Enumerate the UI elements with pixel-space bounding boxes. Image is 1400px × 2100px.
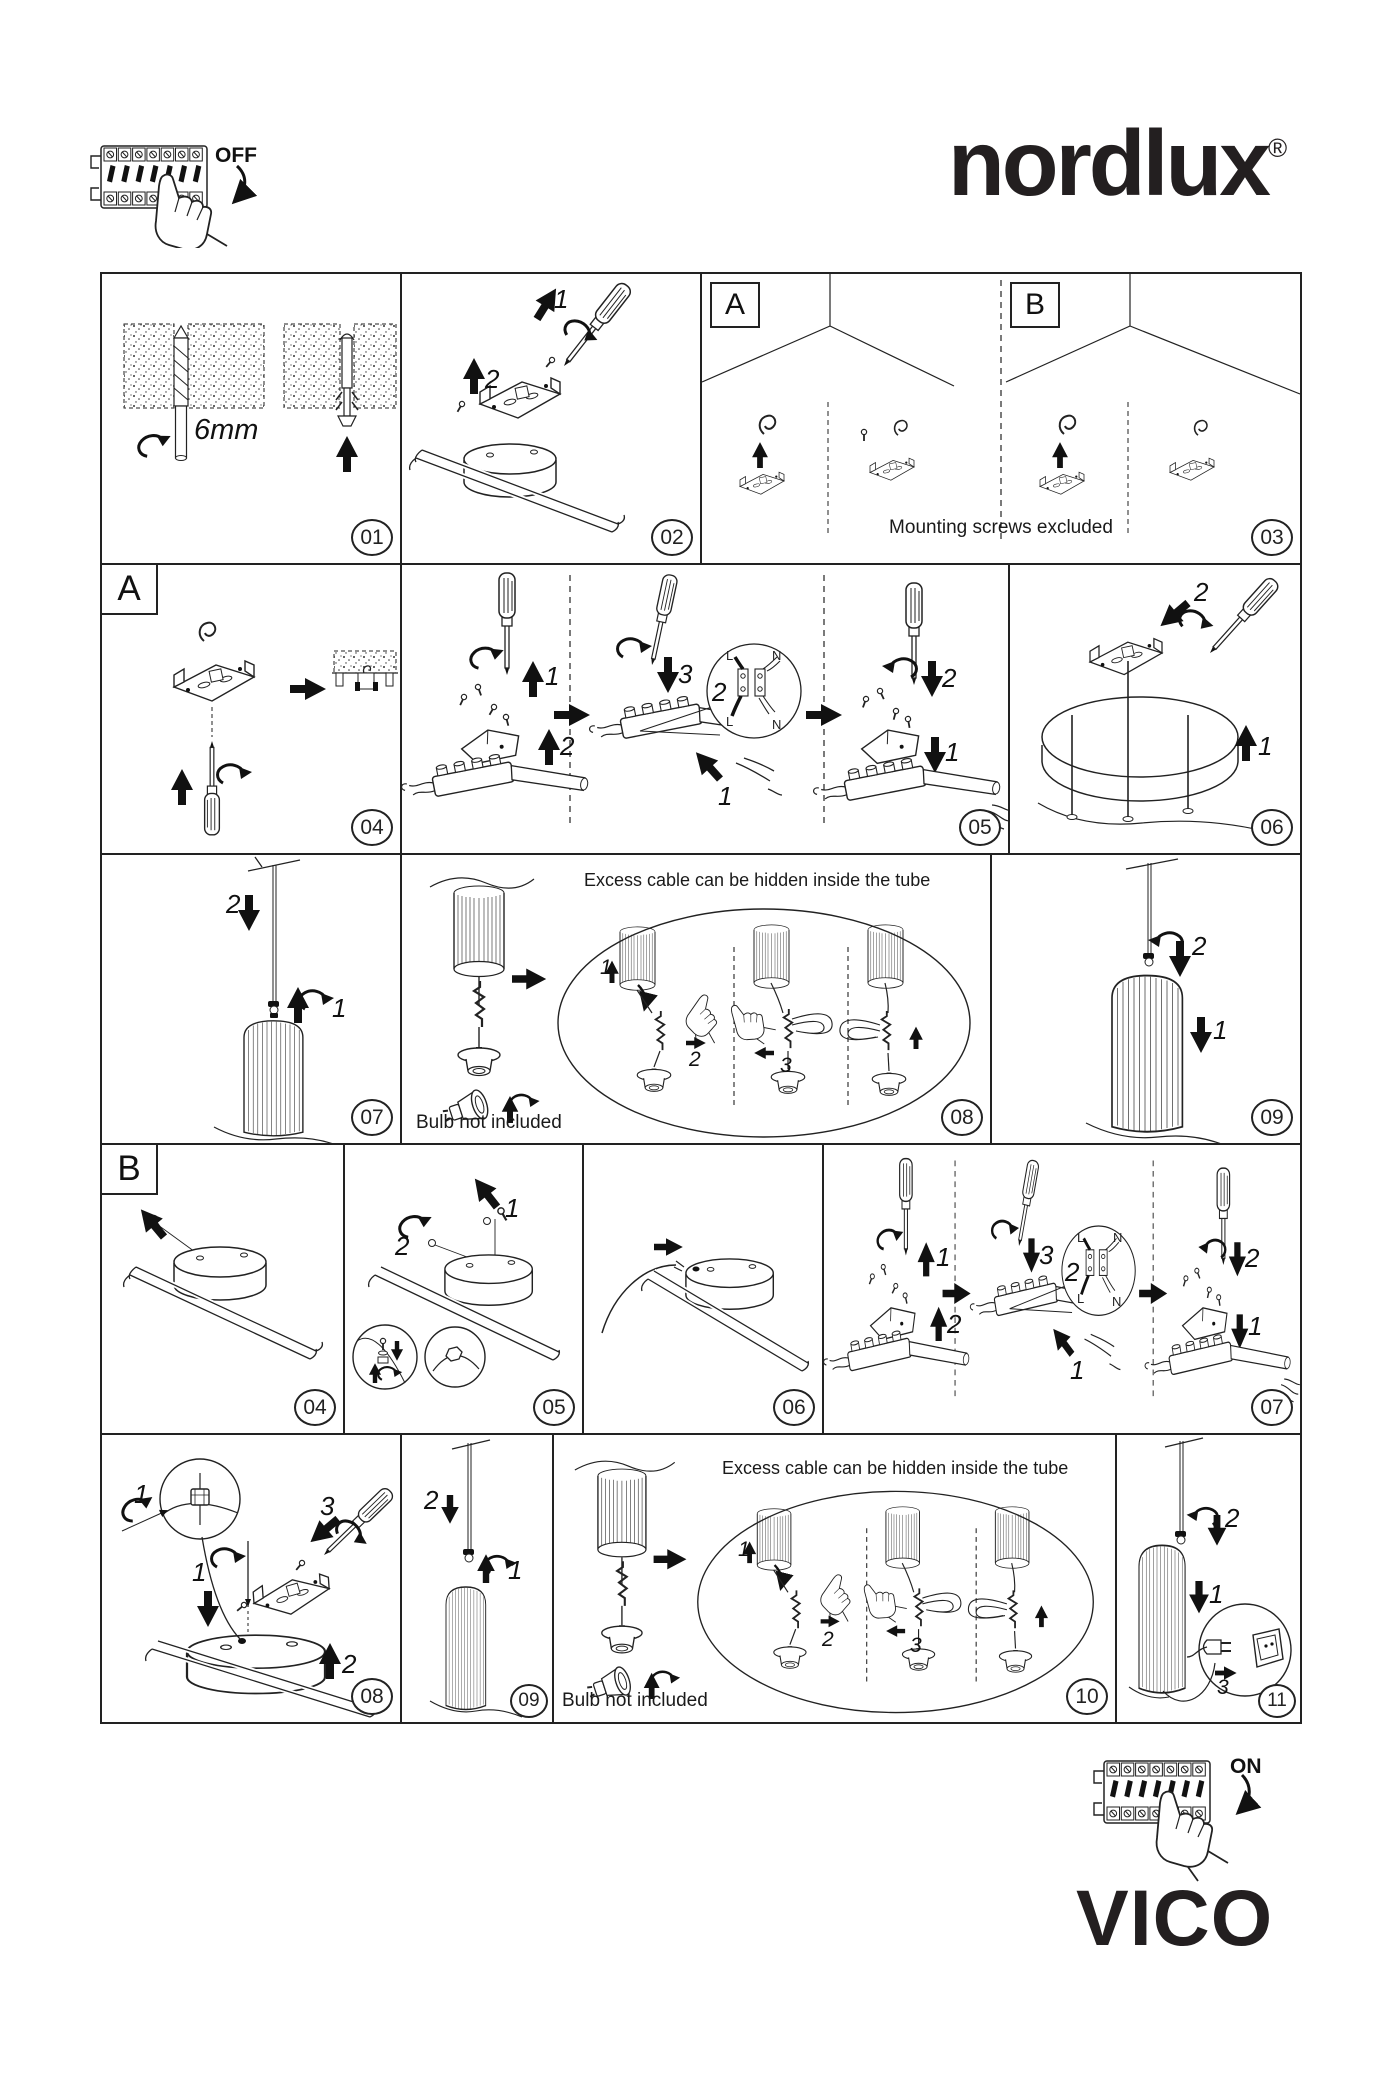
step-1: 1	[545, 661, 560, 691]
badge-07a: 07	[351, 1099, 393, 1136]
bulb-note: Bulb not included	[562, 1690, 708, 1711]
step-right-2: 2	[942, 663, 957, 693]
step-1: 1	[508, 1555, 523, 1585]
step-1: 1	[1213, 1015, 1228, 1045]
wiring-step: 2	[712, 677, 727, 707]
step-1: 1	[600, 956, 612, 979]
step-2: 2	[1194, 577, 1209, 607]
badge-06a: 06	[1251, 809, 1293, 846]
panel-11	[1115, 1433, 1302, 1724]
step-1: 1	[1209, 1579, 1224, 1609]
panel-08b	[100, 1433, 402, 1724]
cable-gland-icon	[191, 1489, 209, 1505]
step-2: 2	[947, 1309, 962, 1339]
badge-02: 02	[651, 519, 693, 556]
step-1: 1	[936, 1242, 951, 1272]
step-1: 1	[1258, 731, 1273, 761]
step-3: 3	[678, 659, 693, 689]
wire-n-bottom: N	[1112, 1294, 1122, 1309]
wire-n-top: N	[772, 648, 782, 663]
section-a-label: A	[100, 563, 158, 615]
panel-04a	[100, 563, 402, 855]
screwdriver-icon	[1204, 576, 1280, 658]
badge-11: 11	[1258, 1684, 1296, 1718]
step-2: 2	[560, 731, 575, 761]
wiring-sequence-figure	[824, 1159, 1300, 1402]
registered-mark: ®	[1268, 133, 1288, 163]
bracket-icon	[1090, 639, 1162, 675]
step-canopy: 2	[342, 1649, 357, 1679]
badge-04a: 04	[351, 809, 393, 846]
step-right-1: 1	[945, 737, 960, 767]
step-gland: 1	[134, 1479, 149, 1509]
step-1: 1	[738, 1538, 750, 1561]
shade-icon	[244, 1021, 303, 1136]
shade-icon	[1112, 976, 1182, 1132]
step-2: 2	[485, 364, 500, 394]
product-name: VICO	[1076, 1873, 1274, 1962]
badge-10: 10	[1066, 1678, 1108, 1715]
step-cable: 1	[1070, 1355, 1085, 1385]
section-b-label: B	[100, 1143, 158, 1195]
step-cable: 1	[718, 781, 733, 811]
brand-logo	[948, 110, 1287, 217]
excess-cable-figure	[430, 878, 970, 1137]
badge-08b: 08	[351, 1678, 393, 1715]
panel-08a	[400, 853, 992, 1145]
off-label: OFF	[215, 144, 257, 167]
badge-09b: 09	[510, 1684, 548, 1718]
wire-l-bottom: L	[1077, 1291, 1085, 1306]
option-a-label: A	[710, 282, 760, 328]
panel-07a	[100, 853, 402, 1145]
step-3: 3	[1217, 1676, 1229, 1699]
badge-03: 03	[1251, 519, 1293, 556]
badge-06b: 06	[773, 1389, 815, 1426]
badge-05b: 05	[533, 1389, 575, 1426]
wire-n-bottom: N	[772, 717, 782, 732]
badge-05a: 05	[959, 809, 1001, 846]
on-label: ON	[1230, 1755, 1262, 1778]
wire-n-top: N	[1113, 1230, 1123, 1245]
wiring-sequence-figure	[402, 573, 1008, 829]
step-2: 2	[822, 1628, 834, 1651]
step-right-2: 2	[1245, 1243, 1260, 1273]
step-2: 2	[689, 1048, 701, 1071]
shade-icon	[1139, 1545, 1185, 1693]
step-2: 2	[226, 889, 241, 919]
excess-cable-note: Excess cable can be hidden inside the tube	[722, 1458, 1069, 1478]
panel-06a	[1008, 563, 1302, 855]
off-arrow-icon	[236, 166, 245, 200]
canopy-icon	[445, 1255, 532, 1305]
step-1: 1	[332, 993, 347, 1023]
badge-09a: 09	[1251, 1099, 1293, 1136]
excess-cable-figure	[575, 1458, 1093, 1712]
screwdriver-icon	[558, 281, 633, 371]
panel-04b	[100, 1143, 345, 1435]
power-off-figure	[85, 118, 355, 248]
step-cable: 1	[192, 1557, 207, 1587]
canopy-icon	[686, 1259, 773, 1309]
panel-01	[100, 272, 402, 565]
badge-04b: 04	[294, 1389, 336, 1426]
step-1: 1	[505, 1193, 520, 1223]
panel-09a	[990, 853, 1302, 1145]
mounting-note: Mounting screws excluded	[889, 517, 1113, 538]
panel-10	[552, 1433, 1117, 1724]
drill-icon	[174, 326, 188, 461]
step-right-1: 1	[1248, 1311, 1263, 1341]
bracket-icon	[252, 1573, 330, 1616]
panel-06b	[582, 1143, 824, 1435]
step-3: 3	[1039, 1240, 1054, 1270]
wire-l-bottom: L	[726, 714, 734, 729]
bracket-icon	[174, 661, 254, 701]
screwdriver-icon	[205, 741, 220, 835]
panel-05b	[343, 1143, 584, 1435]
brand-wordmark: nordlux	[948, 111, 1268, 215]
bulb-note: Bulb not included	[416, 1112, 562, 1133]
panel-05a	[400, 563, 1010, 855]
wire-l-top: L	[1077, 1230, 1085, 1245]
shade-icon	[446, 1587, 486, 1710]
on-arrow-icon	[1240, 1775, 1249, 1811]
badge-01: 01	[351, 519, 393, 556]
power-on-figure	[1082, 1745, 1322, 1885]
option-b-label: B	[1010, 282, 1060, 328]
step-screw: 3	[320, 1491, 335, 1521]
step-2: 2	[395, 1231, 410, 1261]
wiring-step: 2	[1065, 1257, 1080, 1287]
panel-02	[400, 272, 702, 565]
wire-l-top: L	[726, 648, 734, 663]
step-2: 2	[1225, 1503, 1240, 1533]
excess-cable-note: Excess cable can be hidden inside the tube	[584, 870, 931, 890]
drill-size-label: 6mm	[194, 414, 259, 446]
badge-07b: 07	[1251, 1389, 1293, 1426]
step-2: 2	[1192, 931, 1207, 961]
panel-09b	[400, 1433, 554, 1724]
step-3: 3	[910, 1634, 922, 1657]
step-1: 1	[554, 284, 569, 314]
badge-08a: 08	[941, 1099, 983, 1136]
step-2: 2	[424, 1485, 439, 1515]
step-3: 3	[780, 1054, 792, 1077]
panel-03	[700, 272, 1302, 565]
panel-07b	[822, 1143, 1302, 1435]
